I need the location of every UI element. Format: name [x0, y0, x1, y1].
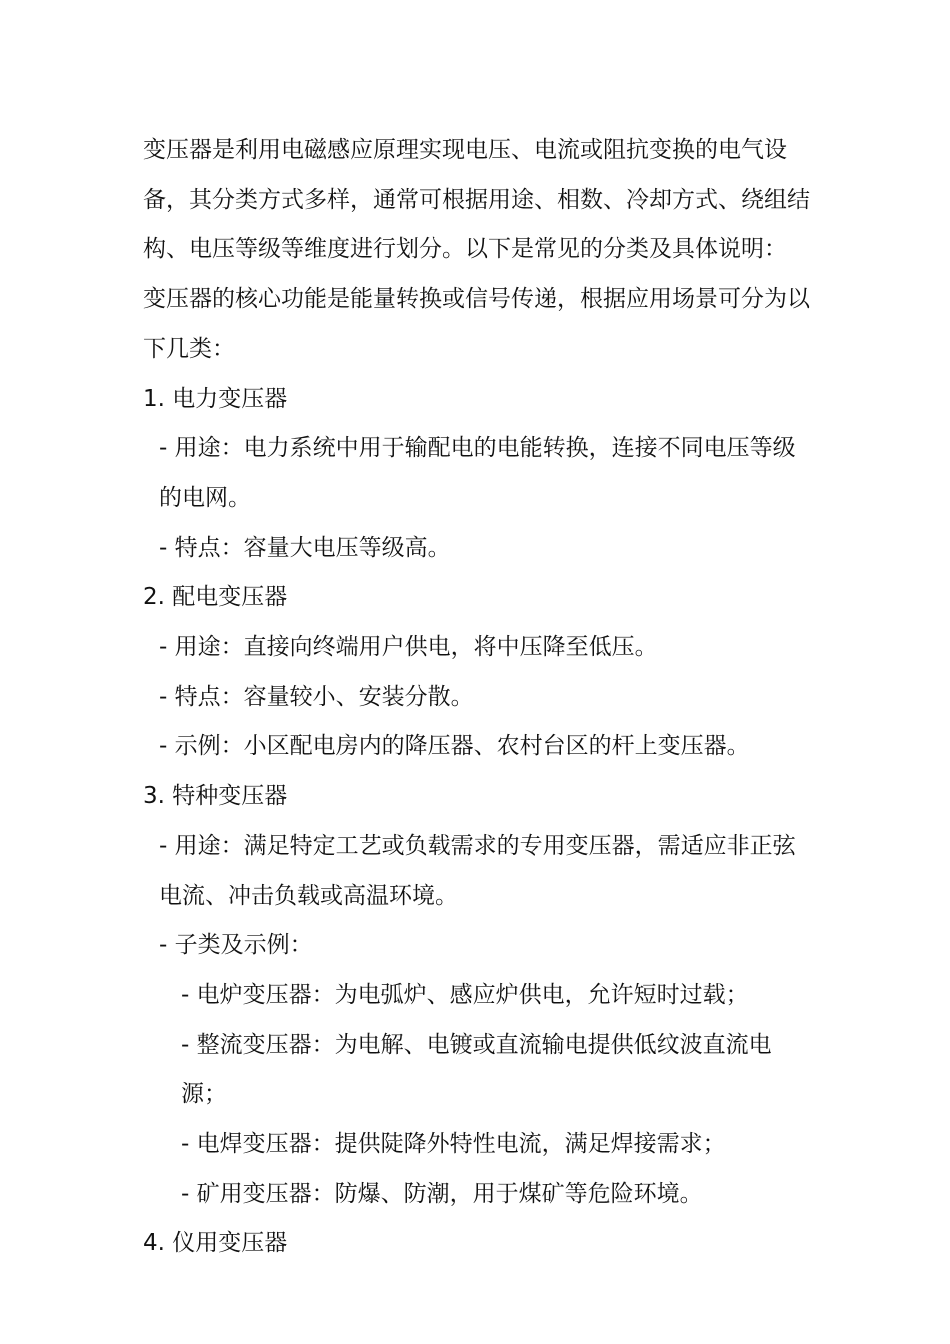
- section-heading: 2. 配电变压器: [143, 584, 288, 611]
- list-item: - 特点：容量大电压等级高。: [159, 534, 451, 561]
- list-item: - 用途：电力系统中用于输配电的电能转换，连接不同电压等级的电网。: [159, 435, 796, 511]
- intro-paragraph: 变压器是利用电磁感应原理实现电压、电流或阻抗变换的电气设备，其分类方式多样，通常可根据用途、相数、冷却方式、绕组结构、电压等级等维度进行划分。以下是常见的分类及具体说明：: [143, 137, 810, 263]
- list-item: - 用途：满足特定工艺或负载需求的专用变压器，需适应非正弦电流、冲击负载或高温环境。: [159, 832, 796, 909]
- list-item: - 用途：直接向终端用户供电，将中压降至低压。: [159, 634, 658, 661]
- sub-list-item: - 电焊变压器：提供陡降外特性电流，满足焊接需求；: [181, 1131, 726, 1158]
- section-heading: 4. 仪用变压器: [143, 1230, 288, 1257]
- list-item: - 示例：小区配电房内的降压器、农村台区的杆上变压器。: [159, 733, 750, 760]
- document-body: [143, 126, 811, 1269]
- section-heading: 1. 电力变压器: [143, 385, 288, 412]
- section-heading: 3. 特种变压器: [143, 783, 288, 810]
- sub-list-item: - 整流变压器：为电解、电镀或直流输电提供低纹波直流电源；: [181, 1031, 772, 1108]
- list-item: - 特点：容量较小、安装分散。: [159, 683, 474, 710]
- sub-list-item: - 矿用变压器：防爆、防潮，用于煤矿等危险环境。: [181, 1180, 703, 1207]
- list-item: - 子类及示例：: [159, 932, 313, 959]
- sub-list-item: - 电炉变压器：为电弧炉、感应炉供电，允许短时过载；: [181, 981, 749, 1008]
- lead-paragraph: 变压器的核心功能是能量转换或信号传递，根据应用场景可分为以下几类：: [143, 286, 810, 362]
